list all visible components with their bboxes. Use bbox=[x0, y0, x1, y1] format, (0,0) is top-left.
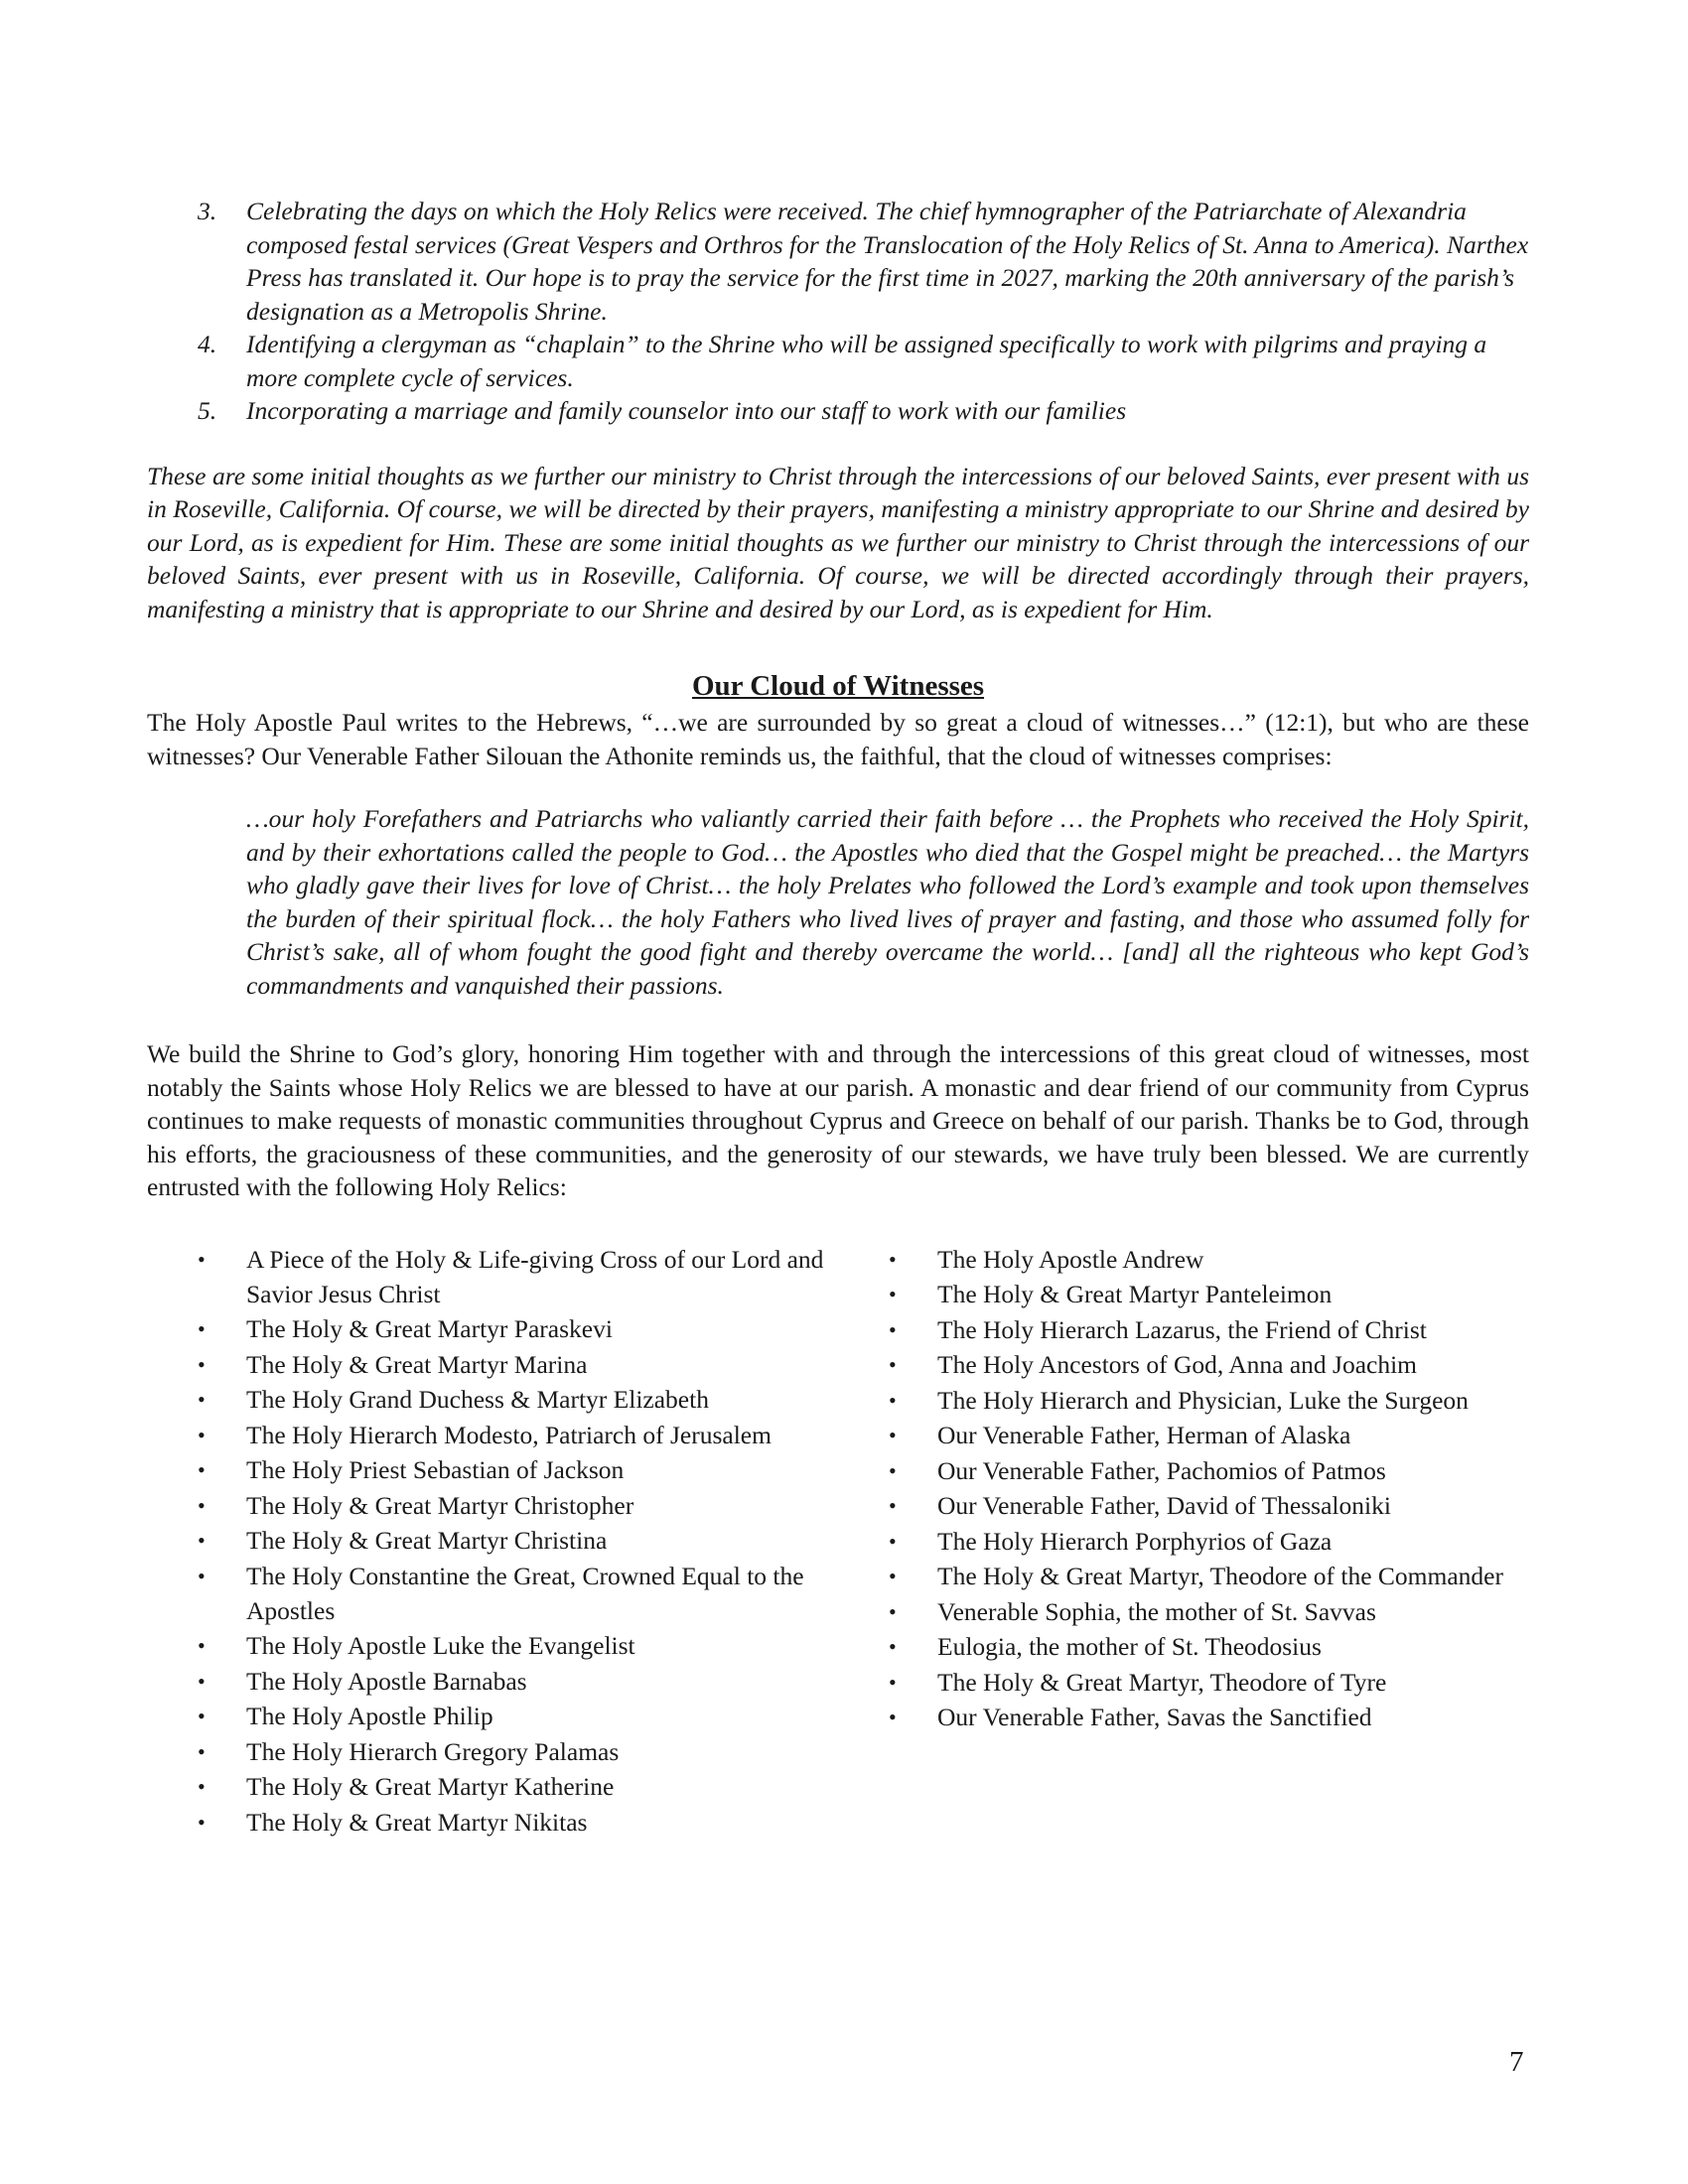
bullet-icon: • bbox=[198, 1422, 206, 1447]
relic-label: Our Venerable Father, David of Thessaloniki bbox=[937, 1491, 1391, 1520]
relic-item bbox=[838, 1524, 1553, 1559]
bullet-icon: • bbox=[889, 1669, 897, 1695]
bullet-icon: • bbox=[198, 1528, 206, 1553]
relic-item bbox=[838, 1629, 1553, 1664]
relic-item bbox=[838, 1312, 1553, 1347]
bullet-icon: • bbox=[198, 1457, 206, 1482]
bullet-icon: • bbox=[198, 1492, 206, 1518]
relic-label: The Holy Hierarch Lazarus, the Friend of Christ bbox=[937, 1314, 1427, 1344]
relic-item bbox=[147, 1628, 862, 1663]
bullet-icon: • bbox=[198, 1246, 206, 1272]
relic-label: A Piece of the Holy & Life-giving Cross of our Lord and Savior Jesus Christ bbox=[246, 1244, 824, 1308]
relic-label: The Holy & Great Martyr Christopher bbox=[246, 1490, 634, 1520]
relic-item bbox=[147, 1488, 862, 1523]
bullet-list bbox=[147, 1242, 838, 1840]
intro-paragraph: The Holy Apostle Paul writes to the Hebrews, “…we are surrounded by so great a cloud of witnesses…” (12:1), but who are these witnesses? Our Venerable Father Silouan the Athonite reminds us, the faithful, that the cloud of witnesses comprises: bbox=[147, 708, 1529, 770]
relic-label: The Holy Apostle Philip bbox=[246, 1702, 493, 1730]
relic-label: Our Venerable Father, Savas the Sanctified bbox=[937, 1703, 1372, 1731]
relic-item bbox=[838, 1347, 1553, 1382]
item-number: 4. bbox=[198, 330, 217, 358]
relic-label: The Holy Priest Sebastian of Jackson bbox=[246, 1455, 625, 1484]
document-page bbox=[147, 195, 1529, 1840]
item-text: Identifying a clergyman as “chaplain” to the Shrine who will be assigned specifically to work with pilgrims and praying a more complete cycle of services. bbox=[246, 330, 1487, 392]
relic-label: The Holy & Great Martyr Christina bbox=[246, 1526, 608, 1555]
relic-label: The Holy Ancestors of God, Anna and Joachim bbox=[937, 1350, 1417, 1379]
item-text: Incorporating a marriage and family counselor into our staff to work with our families bbox=[246, 396, 1127, 425]
relic-item bbox=[147, 1523, 862, 1558]
numbered-list bbox=[147, 195, 1529, 428]
relic-item bbox=[147, 1699, 862, 1733]
relics-list bbox=[147, 1242, 1529, 1841]
bullet-icon: • bbox=[198, 1563, 206, 1588]
bullet-icon: • bbox=[889, 1634, 897, 1659]
relic-label: Venerable Sophia, the mother of St. Savvas bbox=[937, 1596, 1376, 1626]
relic-item bbox=[147, 1242, 862, 1311]
bullet-icon: • bbox=[889, 1528, 897, 1554]
relic-label: The Holy Hierarch Porphyrios of Gaza bbox=[937, 1526, 1333, 1556]
bullet-icon: • bbox=[889, 1493, 897, 1518]
relic-label: The Holy & Great Martyr Marina bbox=[246, 1349, 588, 1379]
item-number: 5. bbox=[198, 396, 217, 425]
relic-item bbox=[147, 1805, 862, 1840]
relic-item bbox=[147, 1769, 862, 1804]
relic-item bbox=[838, 1665, 1553, 1700]
relic-item bbox=[838, 1559, 1553, 1593]
bullet-icon: • bbox=[889, 1387, 897, 1413]
bullet-icon: • bbox=[889, 1246, 897, 1272]
relic-label: Our Venerable Father, Pachomios of Patmos bbox=[937, 1455, 1386, 1485]
bullet-icon: • bbox=[198, 1738, 206, 1764]
numbered-item bbox=[147, 195, 1529, 328]
bullet-icon: • bbox=[198, 1387, 206, 1412]
bullet-icon: • bbox=[198, 1668, 206, 1694]
relic-item bbox=[147, 1664, 862, 1699]
bullet-icon: • bbox=[198, 1316, 206, 1341]
relic-label: The Holy & Great Martyr Katherine bbox=[246, 1772, 615, 1801]
relic-item bbox=[838, 1277, 1553, 1311]
relic-label: Our Venerable Father, Herman of Alaska bbox=[937, 1421, 1351, 1449]
bullet-icon: • bbox=[889, 1705, 897, 1729]
relic-item bbox=[838, 1453, 1553, 1488]
relic-label: The Holy Grand Duchess & Martyr Elizabeth bbox=[246, 1385, 709, 1414]
relics-column-right bbox=[838, 1242, 1529, 1841]
bullet-icon: • bbox=[198, 1704, 206, 1728]
relic-label: The Holy & Great Martyr, Theodore of Tyre bbox=[937, 1667, 1387, 1697]
numbered-item bbox=[147, 394, 1529, 428]
bullet-icon: • bbox=[889, 1423, 897, 1447]
relic-label: The Holy Apostle Barnabas bbox=[246, 1666, 527, 1696]
bullet-list bbox=[838, 1242, 1529, 1735]
block-quote: …our holy Forefathers and Patriarchs who valiantly carried their faith before … the Prophets who received the Holy Spirit, and by their exhortations called the people to God… the Apostles who died that the Gospel might be preached… the Martyrs who gladly gave their lives for love of Christ… the holy Prelates who followed the Lord’s example and took upon themselves the burden of their spiritual flock… the holy Fathers who lived lives of prayer and fasting, and those who assumed folly for Christ’s sake, all of whom fought the good fight and thereby overcame the world… [and] all the righteous who kept God’s commandments and vanquished their passions. bbox=[246, 804, 1529, 1000]
relic-label: The Holy Apostle Luke the Evangelist bbox=[246, 1631, 635, 1660]
relic-item bbox=[838, 1488, 1553, 1523]
relic-item bbox=[147, 1452, 862, 1487]
body-paragraph: We build the Shrine to God’s glory, honoring Him together with and through the intercessions of this great cloud of witnesses, most notably the Saints whose Holy Relics we are blessed to have at our parish. A monastic and dear friend of our community from Cyprus continues to make requests of monastic communities throughout Cyprus and Greece on behalf of our parish. Thanks be to God, through his efforts, the graciousness of these communities, and the generosity of our stewards, we have truly been blessed. We are currently entrusted with the following Holy Relics: bbox=[147, 1039, 1529, 1201]
bullet-icon: • bbox=[889, 1598, 897, 1624]
relic-label: The Holy & Great Martyr Paraskevi bbox=[246, 1314, 613, 1343]
relic-item bbox=[147, 1734, 862, 1769]
section-heading: Our Cloud of Witnesses bbox=[691, 670, 985, 702]
bullet-icon: • bbox=[198, 1633, 206, 1658]
relic-label: Eulogia, the mother of St. Theodosius bbox=[937, 1632, 1322, 1661]
relic-label: The Holy & Great Martyr Nikitas bbox=[246, 1807, 588, 1837]
relic-label: The Holy Apostle Andrew bbox=[937, 1244, 1204, 1274]
relic-label: The Holy & Great Martyr, Theodore of the Commander bbox=[937, 1562, 1503, 1590]
relics-column-left bbox=[147, 1242, 838, 1841]
relic-item bbox=[838, 1242, 1553, 1277]
relic-item bbox=[147, 1311, 862, 1346]
relic-item bbox=[838, 1418, 1553, 1452]
bullet-icon: • bbox=[889, 1352, 897, 1377]
relic-label: The Holy & Great Martyr Panteleimon bbox=[937, 1280, 1333, 1308]
relic-item bbox=[838, 1594, 1553, 1629]
relic-label: The Holy Hierarch Gregory Palamas bbox=[246, 1736, 620, 1766]
relic-label: The Holy Hierarch Modesto, Patriarch of Jerusalem bbox=[246, 1420, 772, 1449]
item-number: 3. bbox=[198, 197, 217, 225]
relic-item bbox=[147, 1559, 862, 1628]
relic-item bbox=[838, 1383, 1553, 1418]
numbered-item bbox=[147, 328, 1529, 394]
relic-item bbox=[147, 1382, 862, 1417]
page-number: 7 bbox=[1509, 2046, 1524, 2078]
item-text: Celebrating the days on which the Holy Relics were received. The chief hymnographer of the Patriarchate of Alexandria composed festal services (Great Vespers and Orthros for the Translocation of the Holy Relics of St. Anna to America). Narthex Press has translated it. Our hope is to pray the service for the first time in 2027, marking the 20th anniversary of the parish’s designation as a Metropolis Shrine. bbox=[246, 197, 1529, 326]
bullet-icon: • bbox=[889, 1457, 897, 1483]
bullet-icon: • bbox=[198, 1774, 206, 1799]
relic-item bbox=[838, 1700, 1553, 1734]
relic-item bbox=[147, 1347, 862, 1382]
bullet-icon: • bbox=[889, 1282, 897, 1306]
bullet-icon: • bbox=[889, 1316, 897, 1342]
bullet-icon: • bbox=[889, 1564, 897, 1588]
bullet-icon: • bbox=[198, 1351, 206, 1377]
relic-item bbox=[147, 1418, 862, 1452]
bullet-icon: • bbox=[198, 1809, 206, 1835]
relic-label: The Holy Constantine the Great, Crowned Equal to the Apostles bbox=[246, 1561, 804, 1625]
relic-label: The Holy Hierarch and Physician, Luke the Surgeon bbox=[937, 1385, 1469, 1415]
closing-paragraph: These are some initial thoughts as we further our ministry to Christ through the intercessions of our beloved Saints, ever present with us in Roseville, California. Of course, we will be directed by their prayers, manifesting a ministry appropriate to our Shrine and desired by our Lord, as is expedient for Him. These are some initial thoughts as we further our ministry to Christ through the intercessions of our beloved Saints, ever present with us in Roseville, California. Of course, we will be directed accordingly through their prayers, manifesting a ministry that is appropriate to our Shrine and desired by our Lord, as is expedient for Him. bbox=[147, 461, 1529, 623]
